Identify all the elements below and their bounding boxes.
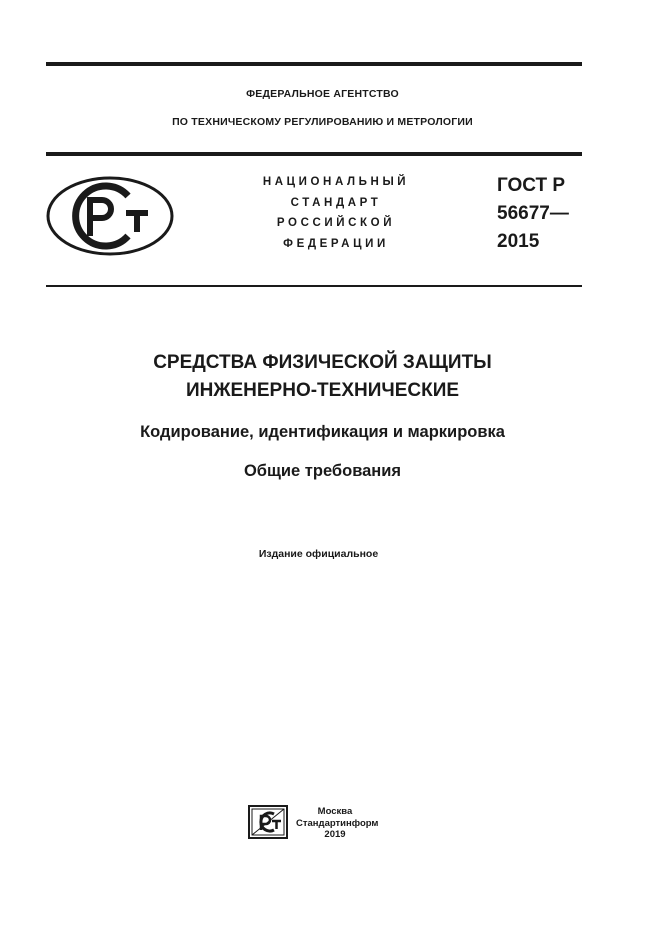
designation-line1: ГОСТ Р [497,175,566,196]
agency-name-line2: ПО ТЕХНИЧЕСКОМУ РЕГУЛИРОВАНИЮ И МЕТРОЛОГИИ [172,116,473,128]
designation-line2: 56677— [497,203,569,224]
document-subsubtitle: Общие требования [243,462,402,480]
standard-designation [497,172,569,256]
document-subtitle: Кодирование, идентификация и маркировка [140,423,505,441]
standard-type-block [246,172,426,254]
bottom-rule [46,285,582,287]
standard-type-line4: ФЕДЕРАЦИИ [283,237,389,250]
publisher-year: 2019 [324,829,346,840]
publisher-name: Стандартинформ [296,817,379,829]
document-title-line2: ИНЖЕНЕРНО-ТЕХНИЧЕСКИЕ [185,380,460,401]
standard-type-line1: НАЦИОНАЛЬНЫЙ [262,176,410,188]
agency-name-line1: ФЕДЕРАЛЬНОЕ АГЕНТСТВО [246,88,399,100]
standard-type-line2: СТАНДАРТ [290,196,382,209]
publisher-block [296,806,379,841]
middle-rule [46,152,582,156]
publisher-city: Москва [317,806,353,817]
designation-line3: 2015 [497,231,540,252]
edition-note: Издание официальное [258,548,379,560]
standard-type-line3: РОССИЙСКОЙ [276,217,396,229]
top-rule [46,62,582,66]
document-title-line1: СРЕДСТВА ФИЗИЧЕСКОЙ ЗАЩИТЫ [153,352,492,373]
rst-certification-logo-icon [46,176,174,256]
standartinform-logo-icon [248,805,288,839]
